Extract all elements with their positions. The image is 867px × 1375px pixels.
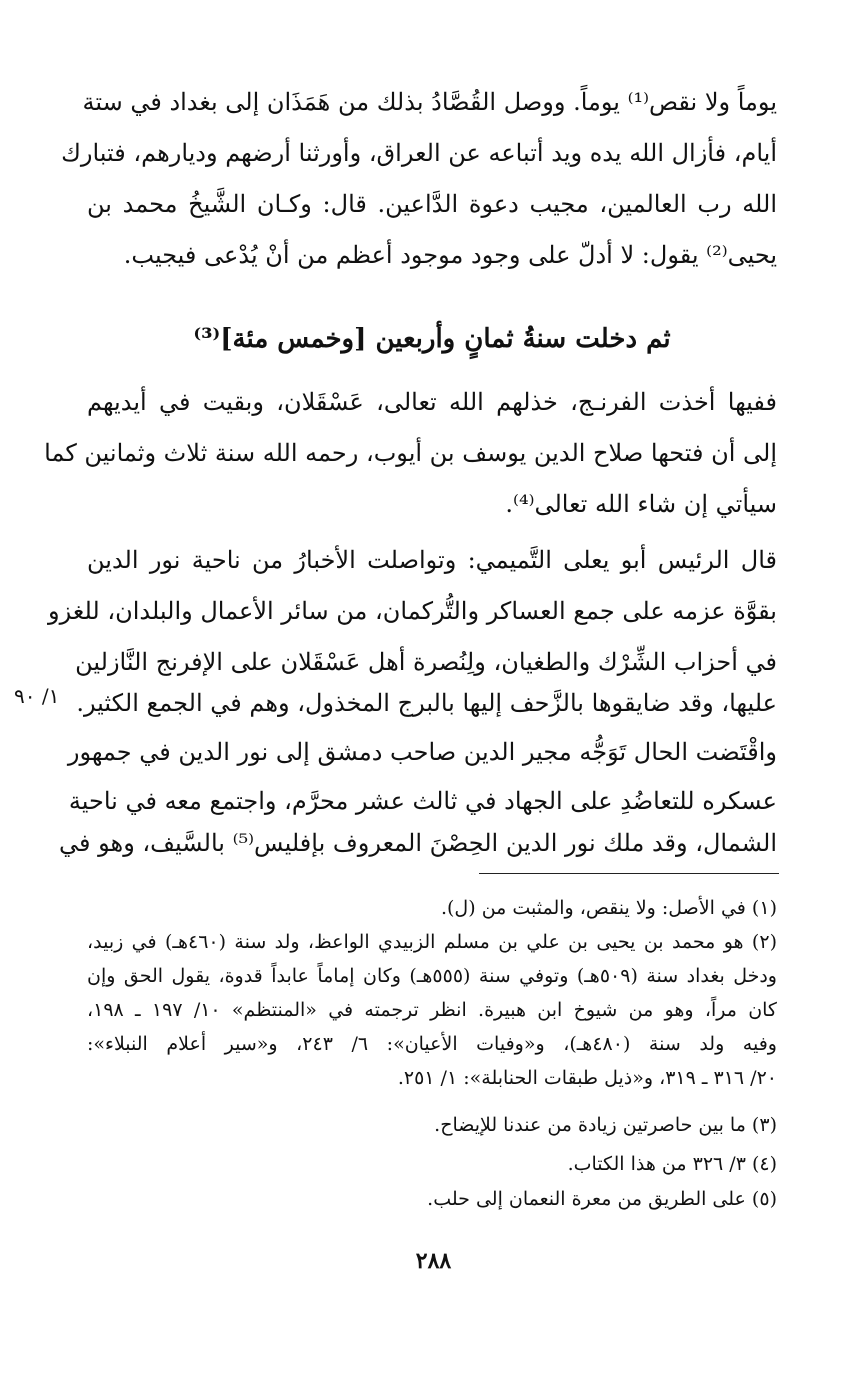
text-line: عسكره للتعاضُدِ على الجهاد في ثالث عشر محرَّم، واجتمع معه في ناحية [68,787,777,815]
page-number: ٢٨٨ [415,1248,452,1274]
text-line: واقْتَضت الحال تَوَجُّه مجير الدين صاحب دمشق إلى نور الدين في جمهور [67,738,777,766]
footnote-separator [479,873,779,874]
text-line: قال الرئيس أبو يعلى التَّميمي: وتواصلت الأخبارُ من ناحية نور الدين [87,546,777,574]
footnote-line: وفيه ولد سنة (٤٨٠هـ)، و«وفيات الأعيان»: ٦/ ٢٤٣، و«سير أعلام النبلاء»: [87,1033,777,1055]
text-line: يحيى⁽²⁾ يقول: لا أدلّ على وجود موجود أعظم من أنْ يُدْعى فيجيب. [123,241,777,269]
text-line: ففيها أخذت الفرنـج، خذلهم الله تعالى، عَسْقَلان، وبقيت في أيديهم [87,388,777,416]
text-line: بقوَّة عزمه على جمع العساكر والتُّركمان، من سائر الأعمال والبلدان، للغزو [48,597,777,625]
text-line: إلى أن فتحها صلاح الدين يوسف بن أيوب، رحمه الله سنة ثلاث وثمانين كما [44,439,777,467]
text-line: في أحزاب الشِّرْك والطغيان، ولِنُصرة أهل عَسْقَلان على الإفرنج النَّازلين [75,648,777,676]
footnote-line: ودخل بغداد سنة (٥٠٩هـ) وتوفي سنة (٥٥٥هـ) وكان إماماً عابداً قدوة، يقول الحق وإن [87,965,777,987]
text-line: عليها، وقد ضايقوها بالزَّحف إليها بالبرج المخذول، وهم في الجمع الكثير. [76,689,777,717]
margin-reference: ١/ ٩٠ [14,684,60,708]
text-line: الشمال، وقد ملك نور الدين الحِصْنَ المعروف بإفليس⁽⁵⁾ بالسَّيف، وهو في [59,829,777,857]
footnote-line: (١) في الأصل: ولا ينقص، والمثبت من (ل). [440,897,777,919]
footnote-line: (٣) ما بين حاصرتين زيادة من عندنا للإيضاح. [434,1114,777,1136]
footnote-line: (٢) هو محمد بن يحيى بن علي بن مسلم الزبيدي الواعظ، ولد سنة (٤٦٠هـ) في زبيد، [87,931,777,953]
footnote-line: (٥) على الطريق من معرة النعمان إلى حلب. [427,1188,777,1210]
footnote-line: (٤) ٣/ ٣٢٦ من هذا الكتاب. [567,1153,777,1175]
text-line: سيأتي إن شاء الله تعالى⁽⁴⁾. [505,490,777,518]
section-heading: ثم دخلت سنةُ ثمانٍ وأربعين [وخمس مئة]⁽³⁾ [193,324,671,354]
text-line: أيام، فأزال الله يده ويد أتباعه عن العراق، وأورثنا أرضهم وديارهم، فتبارك [61,139,777,167]
text-line: الله رب العالمين، مجيب دعوة الدَّاعين. قال: وكـان الشَّيخُ محمد بن [87,190,777,218]
footnote-line: كان مراً، وهو من شيوخ ابن هبيرة. انظر ترجمته في «المنتظم» ١٠/ ١٩٧ ـ ١٩٨، [87,999,777,1021]
text-line: يوماً ولا نقص⁽¹⁾ يوماً. ووصل القُصَّادُ بذلك من هَمَذَان إلى بغداد في ستة [82,88,777,116]
footnote-line: ٢٠/ ٣١٦ ـ ٣١٩، و«ذيل طبقات الحنابلة»: ١/ ٢٥١. [397,1067,777,1089]
